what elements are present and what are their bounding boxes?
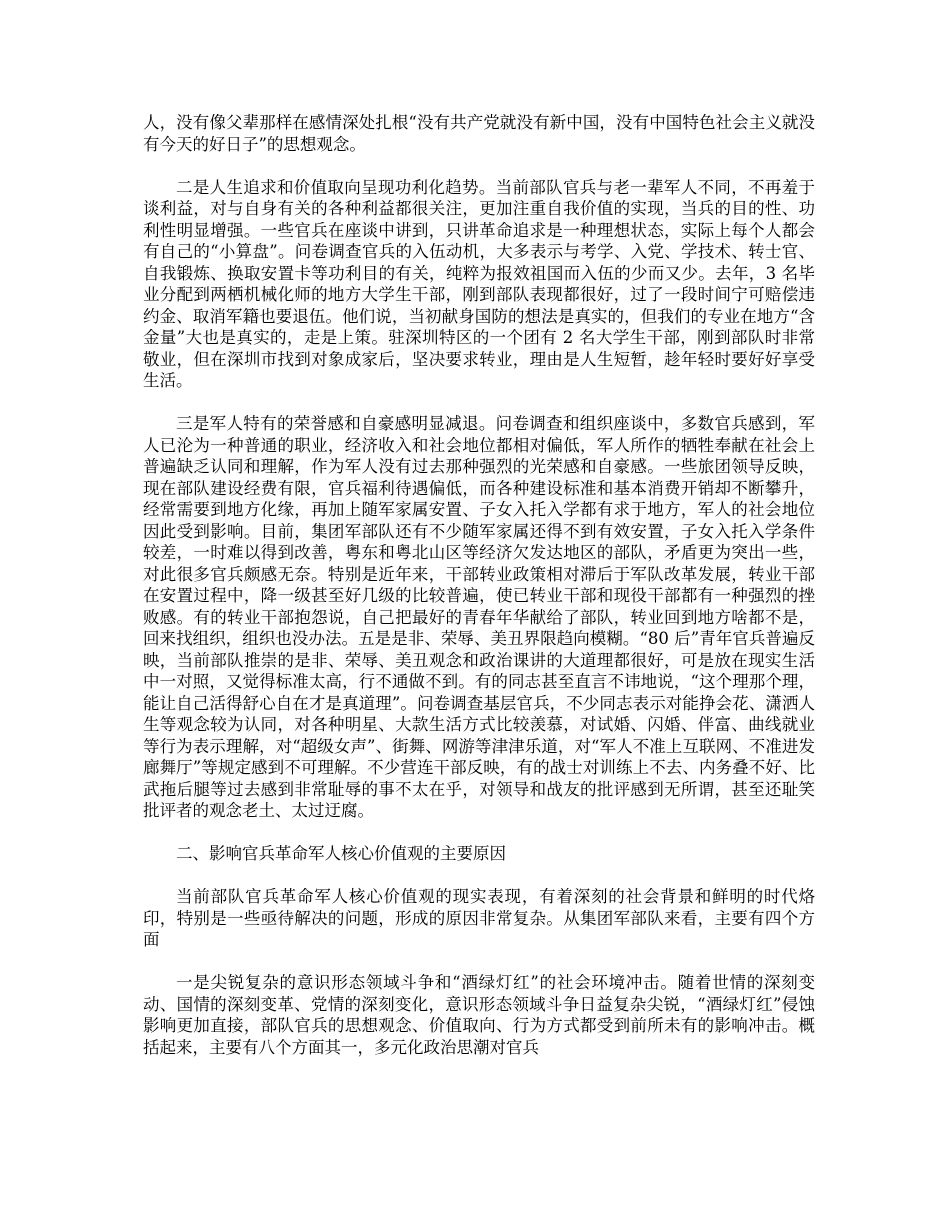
document-page [143, 112, 815, 1080]
paragraph-ideology-impact: 一是尖锐复杂的意识形态领域斗争和“酒绿灯红”的社会环境冲击。随着世情的深刻变动、国情的深刻变革、党情的深刻变化，意识形态领域斗争日益复杂尖锐，“酒绿灯红”侵蚀影响更加直接，部队官兵的思想观念、价值取向、行为方式都受到前所未有的影响冲击。概括起来，主要有八个方面其一，多元化政治思潮对官兵 [143, 973, 815, 1057]
paragraph-continuation: 人，没有像父辈那样在感情深处扎根“没有共产党就没有新中国，没有中国特色社会主义就没有今天的好日子”的思想观念。 [143, 113, 815, 154]
paragraph-honor-decline: 三是军人特有的荣誉感和自豪感明显减退。问卷调查和组织座谈中，多数官兵感到，军人已沦为一种普通的职业，经济收入和社会地位都相对偏低，军人所作的牺牲奉献在社会上普遍缺乏认同和理解，作为军人没有过去那种强烈的光荣感和自豪感。一些旅团领导反映，现在部队建设经费有限，官兵福利待遇偏低，而各种建设标准和基本消费开销却不断攀升，经常需要到地方化缘，再加上随军家属安置、子女入托入学都有求于地方，军人的社会地位因此受到影响。目前，集团军部队还有不少随军家属还得不到有效安置，子女入托入学条件较差，一时难以得到改善，粤东和粤北山区等经济欠发达地区的部队，矛盾更为突出一些，对此很多官兵颇感无奈。特别是近年来，干部转业政策相对滞后于军队改革发展，转业干部在安置过程中，降一级甚至好几级的比较普遍，使已转业干部和现役干部都有一种强烈的挫败感。有的转业干部抱怨说，自己把最好的青春年华献给了部队，转业回到地方啥都不是，回来找组织，组织也没办法。五是是非、荣辱、美丑界限趋向模糊。“80 后”青年官兵普遍反映，当前部队推崇的是非、荣辱、美丑观念和政治课讲的大道理都很好，可是放在现实生活中一对照，又觉得标准太高，行不通做不到。有的同志甚至直言不讳地说，“这个理那个理，能让自己活得舒心自在才是真道理”。问卷调查基层官兵，不少同志表示对能挣会花、潇洒人生等观念较为认同，对各种明星、大款生活方式比较羡慕，对试婚、闪婚、伴富、曲线就业等行为表示理解，对“超级女声”、街舞、网游等津津乐道，对“军人不准上互联网、不准进发廊舞厅”等规定感到不可理解。不少营连干部反映，有的战士对训练上不去、内务叠不好、比武拖后腿等过去感到非常耻辱的事不太在乎，对领导和战友的批评感到无所谓，甚至还耻笑批评者的观念老土、太过迂腐。 [143, 414, 815, 820]
paragraph-utilitarian-trend: 二是人生追求和价值取向呈现功利化趋势。当前部队官兵与老一辈军人不同，不再羞于谈利益，对与自身有关的各种利益都很关注，更加注重自我价值的实现，当兵的目的性、功利性明显增强。一些官兵在座谈中讲到，只讲革命追求是一种理想状态，实际上每个人都会有自己的“小算盘”。问卷调查官兵的入伍动机，大多表示与考学、入党、学技术、转士官、自我锻炼、换取安置卡等功利目的有关，纯粹为报效祖国而入伍的少而又少。去年，3 名毕业分配到两栖机械化师的地方大学生干部，刚到部队表现都很好，过了一段时间宁可赔偿违约金、取消军籍也要退伍。他们说，当初献身国防的想法是真实的，但我们的专业在地方“含金量”大也是真实的，走是上策。驻深圳特区的一个团有 2 名大学生干部，刚到部队时非常敬业，但在深圳市找到对象成家后，坚决要求转业，理由是人生短暂，趁年轻时要好好享受生活。 [143, 177, 815, 390]
section-heading: 二、影响官兵革命军人核心价值观的主要原因 [176, 844, 506, 863]
paragraph-causes-intro: 当前部队官兵革命军人核心价值观的现实表现，有着深刻的社会背景和鲜明的时代烙印，特别是一些亟待解决的问题，形成的原因非常复杂。从集团军部队来看，主要有四个方面 [143, 887, 815, 949]
